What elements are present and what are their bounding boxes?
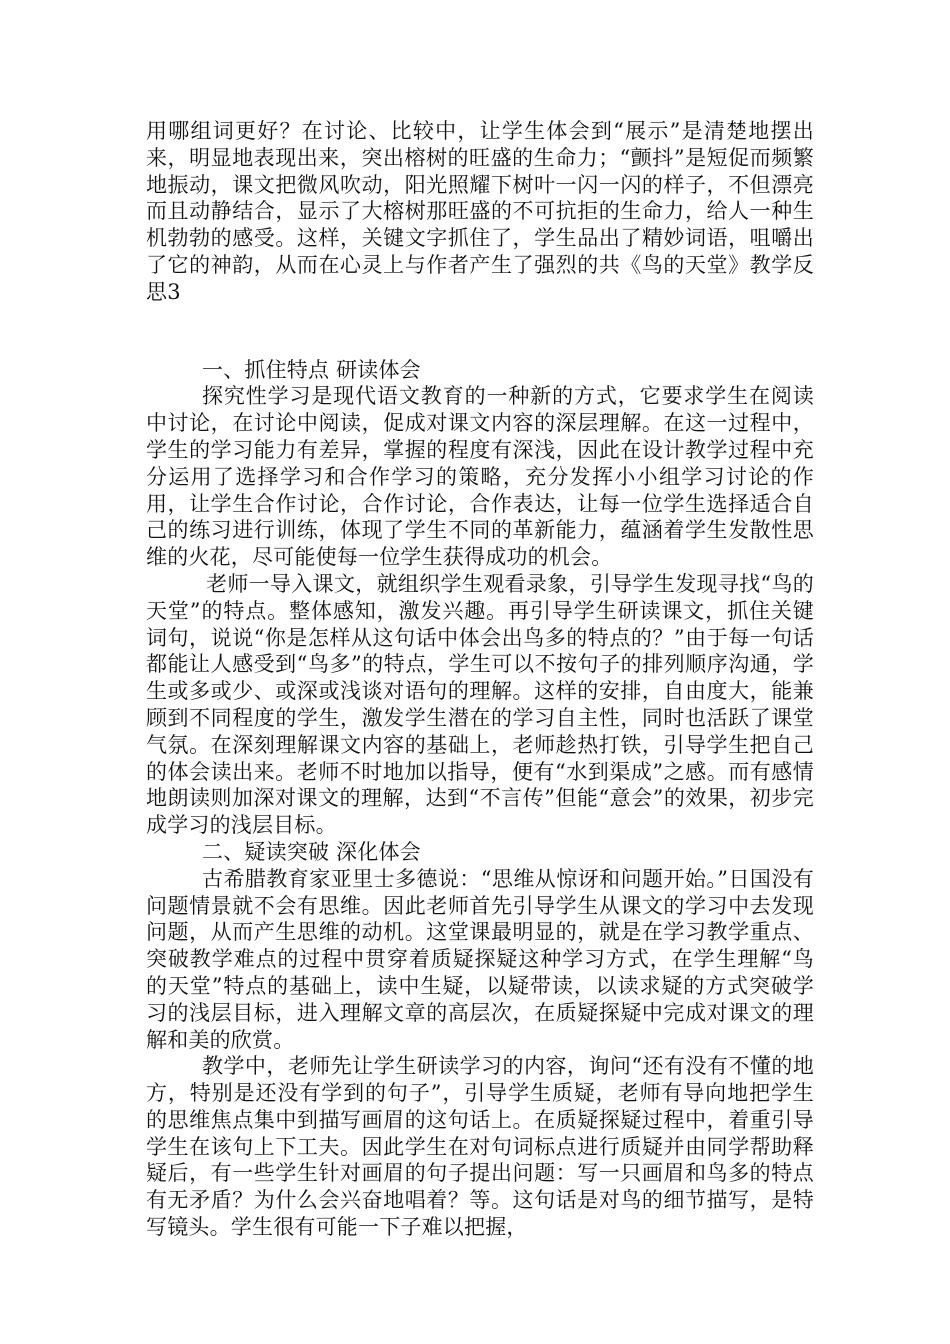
section-heading-2: 二、疑读突破 深化体会 [202,839,421,864]
paragraph-teacher-intro: 老师一导入课文，就组织学生观看录象，引导学生发现寻找“鸟的天堂”的特点。整体感知，激发兴趣。再引导学生研读课文，抓住关键词句，说说“你是怎样从这句话中体会出鸟多的特点的？”由于每一句话都能让人感受到“鸟多”的特点，学生可以不按句子的排列顺序沟通，学生或多或少、或深或浅谈对语句的理解。这样的安排，自由度大，能兼顾到不同程度的学生，激发学生潜在的学习自主性，同时也活跃了课堂气氛。在深刻理解课文内容的基础上，老师趁热打铁，引导学生把自己的体会读出来。老师不时地加以指导，便有“水到渠成”之感。而有感情地朗读则加深对课文的理解，达到“不言传”但能“意会”的效果，初步完成学习的浅层目标。 [146,571,814,838]
paragraph-teaching: 教学中，老师先让学生研读学习的内容，询问“还有没有不懂的地方，特别是还没有学到的句子”，引导学生质疑，老师有导向地把学生的思维焦点集中到描写画眉的这句话上。在质疑探疑过程中，着重引导学生在该句上下工夫。因此学生在对句词标点进行质疑并由同学帮助释疑后，有一些学生针对画眉的句子提出问题：写一只画眉和鸟多的特点有无矛盾？为什么会兴奋地唱着？等。这句话是对鸟的细节描写，是特写镜头。学生很有可能一下子难以把握， [146,1054,814,1240]
section-heading-1: 一、抓住特点 研读体会 [202,357,421,382]
paragraph-intro: 用哪组词更好？在讨论、比较中，让学生体会到“展示”是清楚地摆出来，明显地表现出来，突出榕树的旺盛的生命力；“颤抖”是短促而频繁地振动，课文把微风吹动，阳光照耀下树叶一闪一闪的样子，不但漂亮而且动静结合，显示了大榕树那旺盛的不可抗拒的生命力，给人一种生机勃勃的感受。这样，关键文字抓住了，学生品出了精妙词语，咀嚼出了它的神韵，从而在心灵上与作者产生了强烈的共《鸟的天堂》教学反思3 [146,119,814,304]
document-page [146,118,814,1241]
paragraph-inquiry-learning: 探究性学习是现代语文教育的一种新的方式，它要求学生在阅读中讨论，在讨论中阅读，促成对课文内容的深层理解。在这一过程中，学生的学习能力有差异，掌握的程度有深浅，因此在设计教学过程中充分运用了选择学习和合作学习的策略，充分发挥小小组学习讨论的作用，让学生合作讨论，合作讨论，合作表达，让每一位学生选择适合自己的练习进行训练，体现了学生不同的革新能力，蕴涵着学生发散性思维的火花，尽可能使每一位学生获得成功的机会。 [146,384,814,570]
paragraph-aristotle: 古希腊教育家亚里士多德说：“思维从惊讶和问题开始。”日国没有问题情景就不会有思维。因此老师首先引导学生从课文的学习中去发现问题，从而产生思维的动机。这堂课最明显的，就是在学习教学重点、突破教学难点的过程中贯穿着质疑探疑这种学习方式，在学生理解“鸟的天堂”特点的基础上，读中生疑，以疑带读，以读求疑的方式突破学习的浅层目标，进入理解文章的高层次，在质疑探疑中完成对课文的理解和美的欣赏。 [146,866,814,1052]
section-gap [146,306,814,357]
